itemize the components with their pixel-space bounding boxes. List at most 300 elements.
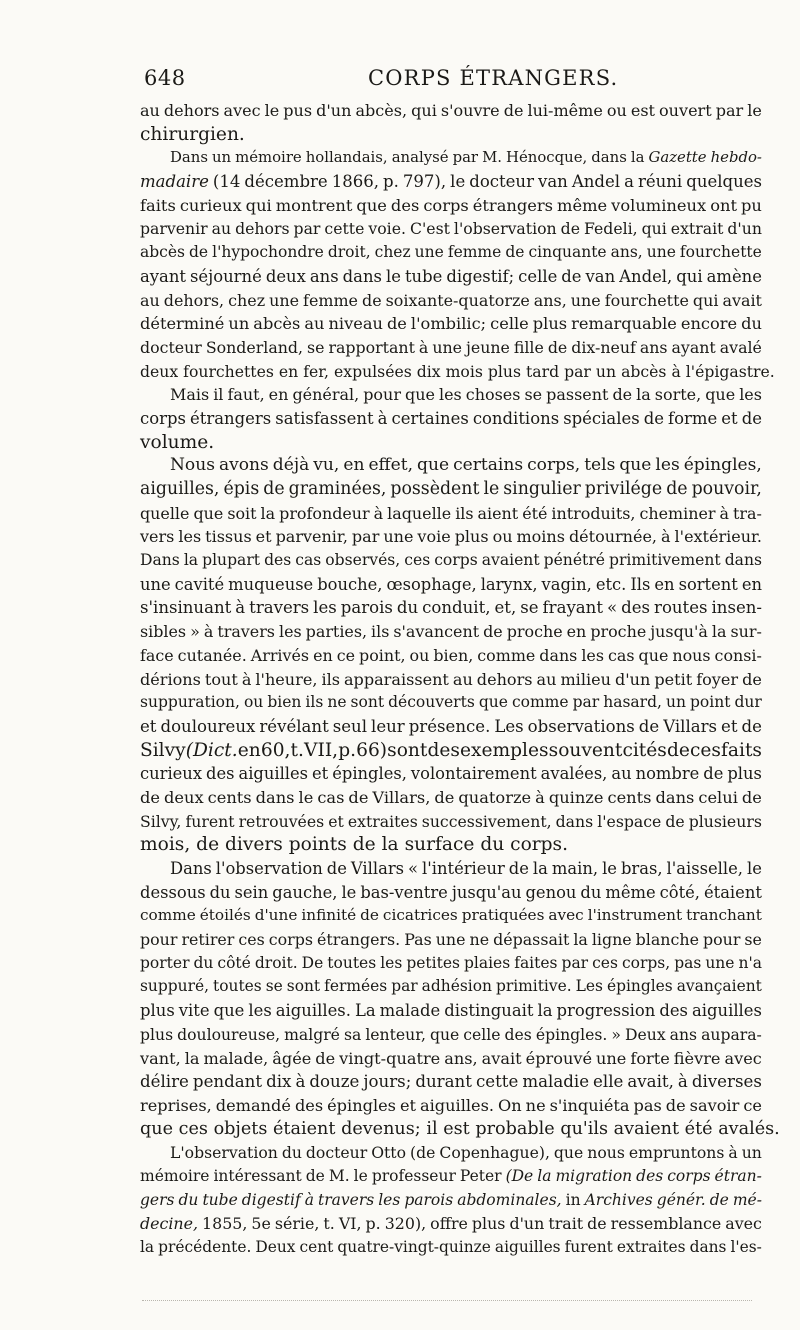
- text-line: [140, 668, 762, 692]
- text-line: [140, 881, 762, 905]
- word: primitivement: [608, 551, 721, 570]
- word: par: [293, 219, 321, 239]
- word: quelques: [686, 172, 762, 192]
- word: abdominales,: [457, 1190, 562, 1209]
- word: Villars,: [372, 787, 431, 807]
- word: Otto: [371, 1143, 406, 1163]
- word: des: [206, 764, 235, 784]
- word: jusqu'à: [650, 622, 708, 642]
- word: dix: [266, 1072, 292, 1092]
- word: la: [260, 503, 276, 523]
- word: progression: [556, 1001, 656, 1021]
- word: insen-: [711, 598, 762, 618]
- text-line: [140, 360, 775, 384]
- word: montrent: [275, 195, 353, 215]
- word: lenteur,: [365, 1024, 426, 1044]
- word: une: [414, 243, 444, 262]
- word: s'inquiéta: [549, 1095, 630, 1115]
- word: certaines: [391, 408, 469, 428]
- word: même: [557, 195, 608, 215]
- word: ou: [409, 645, 430, 665]
- word: digestif: [241, 1190, 301, 1209]
- word: Peter: [459, 1166, 502, 1185]
- word: abcès: [253, 314, 301, 334]
- word: dérions: [140, 669, 201, 689]
- word: à: [535, 787, 545, 807]
- word: d'une: [254, 906, 298, 925]
- word: maladie: [522, 1072, 590, 1092]
- word: cas: [317, 787, 345, 807]
- word: frayant: [542, 598, 603, 618]
- word: ce: [336, 645, 356, 665]
- word: de: [140, 787, 160, 807]
- word: à: [661, 527, 671, 547]
- word: petites: [406, 953, 460, 972]
- word: décembre: [244, 172, 328, 192]
- word: pu: [741, 195, 762, 215]
- word: pouvoir,: [691, 479, 762, 499]
- word: primitive.: [495, 977, 572, 996]
- word: seul: [332, 716, 368, 736]
- word: des: [504, 1024, 532, 1044]
- word: Archives: [584, 1190, 653, 1209]
- word: de: [196, 834, 220, 856]
- word: côté: [217, 953, 251, 972]
- word: par: [715, 101, 744, 120]
- word: On: [498, 1095, 522, 1115]
- word: comme: [477, 645, 536, 665]
- word: du: [193, 953, 214, 972]
- word: plusieurs: [688, 811, 762, 831]
- word: le: [353, 1166, 368, 1185]
- word: vite: [178, 1001, 210, 1021]
- word: au: [536, 669, 557, 689]
- word: fille: [513, 337, 544, 357]
- word: souvent: [548, 739, 623, 761]
- word: Fedeli,: [583, 219, 638, 239]
- word: été: [522, 503, 548, 523]
- word: épingles: [606, 977, 673, 996]
- word: dans: [342, 266, 382, 286]
- word: à: [304, 1190, 314, 1209]
- word: pour: [140, 930, 178, 950]
- footer-rule: [142, 1300, 752, 1301]
- word: du: [178, 1190, 199, 1209]
- word: sorte,: [654, 385, 702, 405]
- word: par: [564, 361, 591, 381]
- word: que: [705, 385, 736, 405]
- word: dans: [689, 1238, 727, 1256]
- word: se: [524, 385, 543, 405]
- word: distinguait: [444, 1001, 534, 1021]
- word: cette: [475, 1072, 519, 1092]
- word: Silvy: [140, 739, 186, 761]
- word: d'un: [509, 1214, 545, 1234]
- word: vingt-quatre: [339, 1048, 441, 1068]
- word: dépassait: [493, 930, 570, 950]
- word: avançaient: [676, 977, 762, 996]
- page-number: 648: [144, 66, 186, 90]
- word: nous: [587, 1143, 625, 1163]
- word: 60,: [260, 739, 291, 761]
- word: précédente.: [158, 1238, 252, 1256]
- word: à: [677, 1072, 688, 1092]
- text-line: [140, 454, 762, 478]
- word: plus: [727, 764, 762, 784]
- word: corps.: [510, 834, 569, 856]
- word: pour: [702, 930, 741, 950]
- word: extraites: [347, 811, 418, 831]
- word: dessous: [140, 882, 206, 902]
- word: au: [452, 669, 473, 689]
- word: étoilés: [199, 906, 251, 925]
- word: faits: [721, 739, 762, 761]
- word: les: [313, 598, 337, 618]
- word: au: [611, 764, 632, 784]
- word: dans: [724, 551, 762, 570]
- word: corps: [140, 408, 186, 428]
- word: Pas: [404, 930, 432, 950]
- word: Andel: [571, 172, 621, 192]
- word: en: [237, 739, 261, 761]
- word: qu'ils: [560, 1118, 609, 1139]
- word: par: [452, 148, 479, 167]
- word: VI,: [338, 1214, 362, 1234]
- text-line: [140, 99, 762, 123]
- word: du: [741, 314, 762, 334]
- word: choses: [465, 385, 521, 405]
- word: femme: [447, 243, 502, 262]
- word: forte: [630, 1048, 670, 1068]
- word: à: [373, 503, 384, 523]
- word: des: [390, 195, 420, 215]
- word: le: [602, 859, 617, 878]
- word: aiguilles.: [420, 1095, 495, 1115]
- word: de: [638, 716, 660, 736]
- word: de: [508, 859, 529, 878]
- text-line: [140, 1070, 762, 1094]
- word: jours;: [363, 1072, 412, 1092]
- text-line: [140, 431, 762, 455]
- word: la: [532, 859, 548, 878]
- word: jeune: [465, 337, 510, 357]
- word: observés,: [325, 551, 401, 570]
- word: de: [561, 266, 582, 286]
- word: de: [741, 716, 762, 736]
- word: deux: [164, 787, 204, 807]
- word: la: [183, 551, 199, 570]
- word: C'est: [409, 219, 450, 239]
- word: droit.: [254, 953, 298, 972]
- word: mémoire: [235, 148, 302, 167]
- text-line: [140, 715, 762, 739]
- word: aiguilles,: [140, 479, 220, 499]
- word: femme: [303, 290, 358, 310]
- word: Sonderland,: [205, 337, 304, 357]
- word: la: [573, 930, 588, 950]
- word: les: [581, 645, 604, 665]
- word: savoir: [689, 1095, 740, 1115]
- word: ne: [525, 1095, 546, 1115]
- word: est: [443, 1118, 470, 1139]
- word: sortent: [678, 574, 738, 594]
- word: de: [587, 1214, 607, 1234]
- word: des: [659, 1001, 688, 1021]
- word: pratiquées: [461, 906, 545, 925]
- word: les: [178, 527, 202, 547]
- word: l'ombilic;: [410, 314, 487, 334]
- word: du: [580, 882, 602, 902]
- word: de: [352, 834, 376, 856]
- word: de: [612, 385, 633, 405]
- word: le: [385, 266, 401, 286]
- word: celle: [463, 1024, 501, 1044]
- word: curieux: [140, 764, 203, 784]
- word: les: [378, 1190, 401, 1209]
- word: parois: [340, 598, 393, 618]
- word: graminées,: [288, 479, 387, 499]
- word: de: [666, 739, 690, 761]
- word: Villars: [350, 859, 405, 878]
- text-line: [140, 194, 762, 218]
- word: genou: [525, 882, 577, 902]
- word: de: [742, 669, 762, 689]
- word: épingles.: [535, 1024, 608, 1044]
- word: plus: [471, 1214, 506, 1234]
- word: plus: [140, 1001, 175, 1021]
- word: par: [561, 953, 589, 972]
- word: vagin,: [541, 574, 592, 594]
- word: dans: [591, 148, 627, 167]
- word: abcès,: [355, 101, 408, 120]
- word: œsophage,: [386, 574, 477, 594]
- word: de: [503, 101, 524, 120]
- word: VII,: [304, 739, 339, 761]
- word: pas: [674, 953, 702, 972]
- word: de: [665, 1095, 686, 1115]
- word: bas-ventre: [360, 882, 448, 902]
- word: trait: [548, 1214, 584, 1234]
- word: cas: [608, 645, 635, 665]
- word: qui: [411, 101, 437, 120]
- word: de: [741, 787, 762, 807]
- word: retrouvées: [238, 811, 325, 831]
- word: routes: [654, 598, 708, 618]
- word: t.: [290, 739, 304, 761]
- word: ce: [743, 1095, 762, 1115]
- word: toutes: [213, 977, 262, 996]
- word: voie.: [368, 219, 406, 239]
- word: le: [483, 479, 500, 499]
- word: série,: [274, 1214, 320, 1234]
- word: une: [646, 243, 676, 262]
- word: dans: [539, 645, 578, 665]
- text-line: [140, 265, 762, 289]
- word: cinquante: [528, 243, 607, 262]
- word: pas: [633, 1095, 662, 1115]
- word: au: [140, 290, 160, 310]
- text-line: [140, 1094, 762, 1118]
- word: empruntons: [628, 1143, 725, 1163]
- word: la: [636, 385, 651, 405]
- word: effet,: [368, 455, 414, 476]
- word: et: [140, 716, 157, 736]
- word: de: [709, 1190, 729, 1209]
- text-line: [140, 928, 762, 952]
- word: à: [235, 598, 246, 618]
- word: s'avancent: [393, 622, 480, 642]
- word: du: [396, 598, 419, 618]
- word: ces: [592, 953, 618, 972]
- word: fermées: [324, 977, 388, 996]
- word: singulier: [503, 479, 581, 499]
- word: bras,: [620, 859, 663, 878]
- word: spéciales: [563, 408, 640, 428]
- word: Gazette: [648, 148, 707, 167]
- word: retirer: [181, 930, 235, 950]
- text-line: [140, 810, 762, 834]
- word: étrangers: [190, 408, 272, 428]
- word: ans: [309, 266, 339, 286]
- word: faut,: [227, 385, 265, 405]
- word: parvenir,: [275, 527, 348, 547]
- word: plus: [140, 1024, 174, 1044]
- word: douloureuse,: [177, 1024, 281, 1044]
- word: chez: [374, 243, 411, 262]
- word: que: [213, 1001, 245, 1021]
- text-line: [140, 975, 762, 999]
- text-line: [140, 146, 762, 170]
- word: Les: [494, 716, 524, 736]
- word: possèdent: [390, 479, 480, 499]
- word: les: [655, 455, 680, 476]
- word: (de: [410, 1143, 436, 1163]
- word: successivement,: [421, 811, 552, 831]
- word: un: [228, 314, 250, 334]
- text-line: [140, 1047, 762, 1071]
- word: dur: [734, 693, 762, 712]
- word: cités: [622, 739, 667, 761]
- text-line: [140, 691, 762, 715]
- word: le: [298, 787, 314, 807]
- word: consi-: [714, 645, 762, 665]
- word: tels: [584, 455, 616, 476]
- word: de: [560, 219, 580, 239]
- word: en: [268, 385, 289, 405]
- word: intéressant: [213, 1166, 302, 1185]
- word: de: [741, 408, 762, 428]
- word: ans: [669, 1024, 698, 1044]
- word: Ils: [630, 574, 651, 594]
- word: hollandais,: [305, 148, 388, 167]
- word: se: [265, 977, 283, 996]
- word: points: [288, 834, 347, 856]
- word: et: [255, 527, 272, 547]
- word: aupara-: [701, 1024, 762, 1044]
- word: la: [381, 834, 399, 856]
- word: furent: [185, 811, 235, 831]
- word: malgré: [284, 1024, 340, 1044]
- word: cas: [295, 551, 322, 570]
- word: suppuration,: [140, 693, 240, 712]
- word: la: [630, 148, 645, 167]
- word: docteur: [140, 337, 202, 357]
- word: Arrivés: [250, 645, 310, 665]
- word: Copenhague),: [439, 1143, 550, 1163]
- word: en: [741, 574, 762, 594]
- word: ans,: [610, 243, 643, 262]
- word: van: [538, 172, 568, 192]
- running-head: CORPS ÉTRANGERS.: [368, 66, 619, 90]
- word: plupart: [202, 551, 261, 570]
- text-line: [140, 407, 762, 431]
- text-line: [140, 620, 762, 644]
- word: abcès: [140, 243, 185, 262]
- word: épis: [223, 479, 260, 499]
- word: plus: [487, 361, 521, 381]
- word: volumineux: [611, 195, 707, 215]
- word: étaient: [273, 1118, 336, 1139]
- word: corps: [268, 930, 313, 950]
- text-line: [140, 1189, 762, 1213]
- word: que: [638, 645, 669, 665]
- text-line: [140, 904, 762, 928]
- word: ans: [639, 337, 668, 357]
- word: Nous: [170, 455, 215, 476]
- word: reprises,: [140, 1095, 212, 1115]
- word: ne: [469, 930, 490, 950]
- word: des: [264, 551, 292, 570]
- word: il: [213, 385, 224, 405]
- word: ils: [455, 503, 474, 523]
- word: avaient: [613, 1118, 680, 1139]
- word: Deux: [624, 1024, 666, 1044]
- word: travers: [317, 1190, 375, 1209]
- word: M.: [328, 1166, 350, 1185]
- word: sont: [286, 977, 321, 996]
- word: dans: [555, 811, 594, 831]
- text-line: [140, 289, 762, 313]
- word: un: [665, 693, 686, 712]
- word: proche: [590, 622, 647, 642]
- word: les: [438, 385, 462, 405]
- word: passent: [546, 385, 609, 405]
- word: le: [264, 101, 280, 120]
- word: et: [328, 811, 344, 831]
- word: ils: [371, 622, 390, 642]
- word: l'instrument: [587, 906, 683, 925]
- word: côté,: [659, 882, 700, 902]
- word: et: [312, 764, 329, 784]
- word: pénétré: [543, 551, 605, 570]
- word: avaient: [481, 551, 540, 570]
- text-line: [140, 383, 762, 407]
- word: à: [203, 622, 214, 642]
- word: sur-: [730, 622, 762, 642]
- word: se: [307, 337, 325, 357]
- word: mois,: [140, 834, 191, 856]
- word: Deux: [255, 1238, 296, 1256]
- word: étrangers.: [316, 930, 401, 950]
- word: sont: [387, 739, 428, 761]
- word: jusqu'au: [451, 882, 522, 902]
- word: que: [553, 1143, 584, 1163]
- word: observations: [527, 716, 635, 736]
- word: sa: [343, 1024, 362, 1044]
- word: et: [721, 716, 738, 736]
- word: point,: [359, 645, 406, 665]
- text-line: [140, 857, 762, 881]
